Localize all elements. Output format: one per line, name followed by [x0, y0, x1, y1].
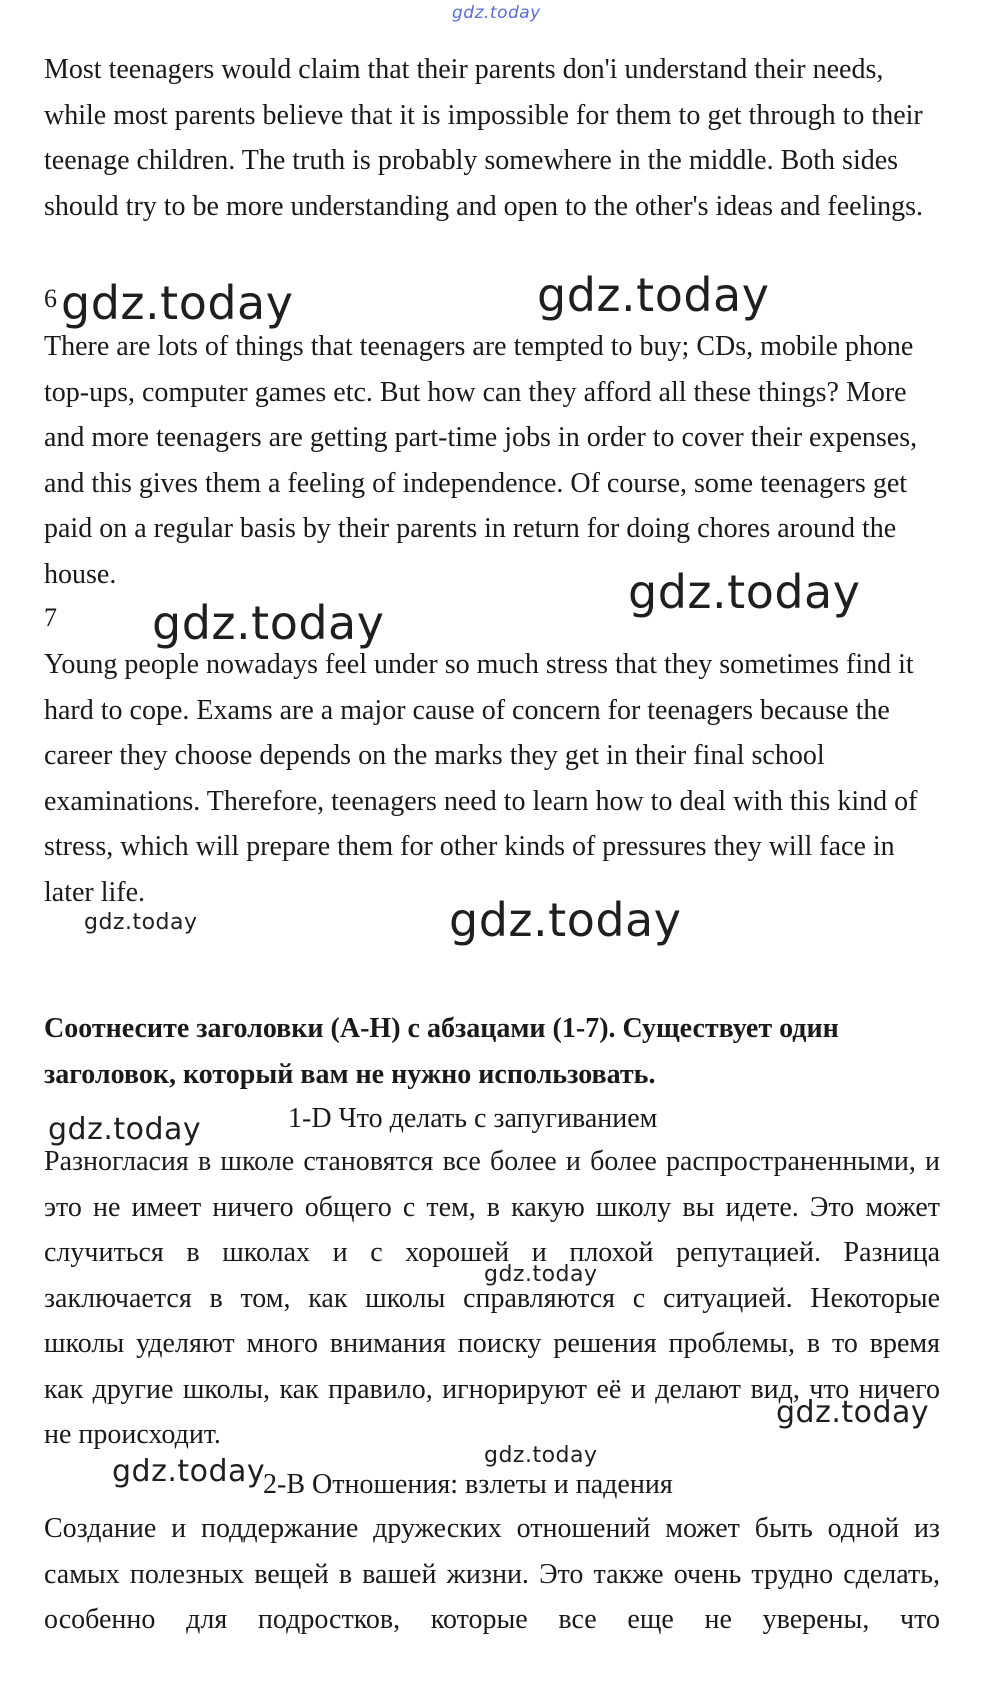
watermark-6: gdz.today — [449, 893, 682, 947]
watermark-10: gdz.today — [484, 1443, 598, 1468]
answer-2-text: Создание и поддержание дружеских отношений может быть одной из самых полезных вещей в вашей жизни. Это также очень трудно сделать, особенно для подростков, которые все еще не уверены, что — [44, 1513, 940, 1635]
watermark-top: gdz.today — [452, 3, 541, 23]
section-7-text: Young people nowadays feel under so much stress that they sometimes find it hard to cope. Exams are a major cause of concern for teenagers because the career they choose depends on the marks they get in their final school examinations. Therefore, teenagers need to learn how to deal with this kind of stress, which will prepare them for other kinds of pressures they will face in later life. — [44, 649, 918, 908]
watermark-7: gdz.today — [48, 1112, 202, 1147]
watermark-8: gdz.today — [484, 1262, 598, 1287]
watermark-4: gdz.today — [152, 596, 385, 650]
watermark-1: gdz.today — [61, 276, 294, 330]
watermark-5: gdz.today — [84, 910, 198, 935]
section-6-text: There are lots of things that teenagers are tempted to buy; CDs, mobile phone top-ups, computer games etc. But how can they afford all these things? More and more teenagers are getting part-time jobs in order to cover their expenses, and this gives them a feeling of independence. Of course, some teenagers get paid on a regular basis by their parents in return for doing chores around the house. — [44, 331, 918, 590]
section-6-number: 6 — [44, 284, 57, 313]
paragraph-5-tail: Most teenagers would claim that their parents don'i understand their needs, while most parents believe that it is impossible for them to get through to their teenage children. The truth is probably somewhere in the middle. Both sides should try to be more understanding and open to the other's ideas and feelings. — [44, 54, 924, 222]
section-7-number: 7 — [44, 603, 57, 632]
watermark-11: gdz.today — [112, 1454, 266, 1489]
answer-1-title: 1-D Что делать с запугиванием — [288, 1103, 658, 1134]
answer-1-text: Разногласия в школе становятся все более и более распространенными, и это не имеет ничего общего с тем, в какую школу вы идете. Это может случиться в школах и с хорошей и плохой репутацией. Разница заключается в том, как школы справляются с ситуацией. Некоторые школы уделяют много внимания поиску решения проблемы, в то время как другие школы, как правило, игнорируют её и делают вид, что ничего не происходит. — [44, 1146, 940, 1450]
watermark-2: gdz.today — [537, 268, 770, 322]
answer-2-title: 2-B Отношения: взлеты и падения — [263, 1469, 673, 1500]
watermark-9: gdz.today — [776, 1395, 930, 1430]
watermark-3: gdz.today — [628, 565, 861, 619]
task-heading: Соотнесите заголовки (A-H) с абзацами (1-7). Существует один заголовок, который вам не нужно использовать. — [44, 1013, 839, 1090]
